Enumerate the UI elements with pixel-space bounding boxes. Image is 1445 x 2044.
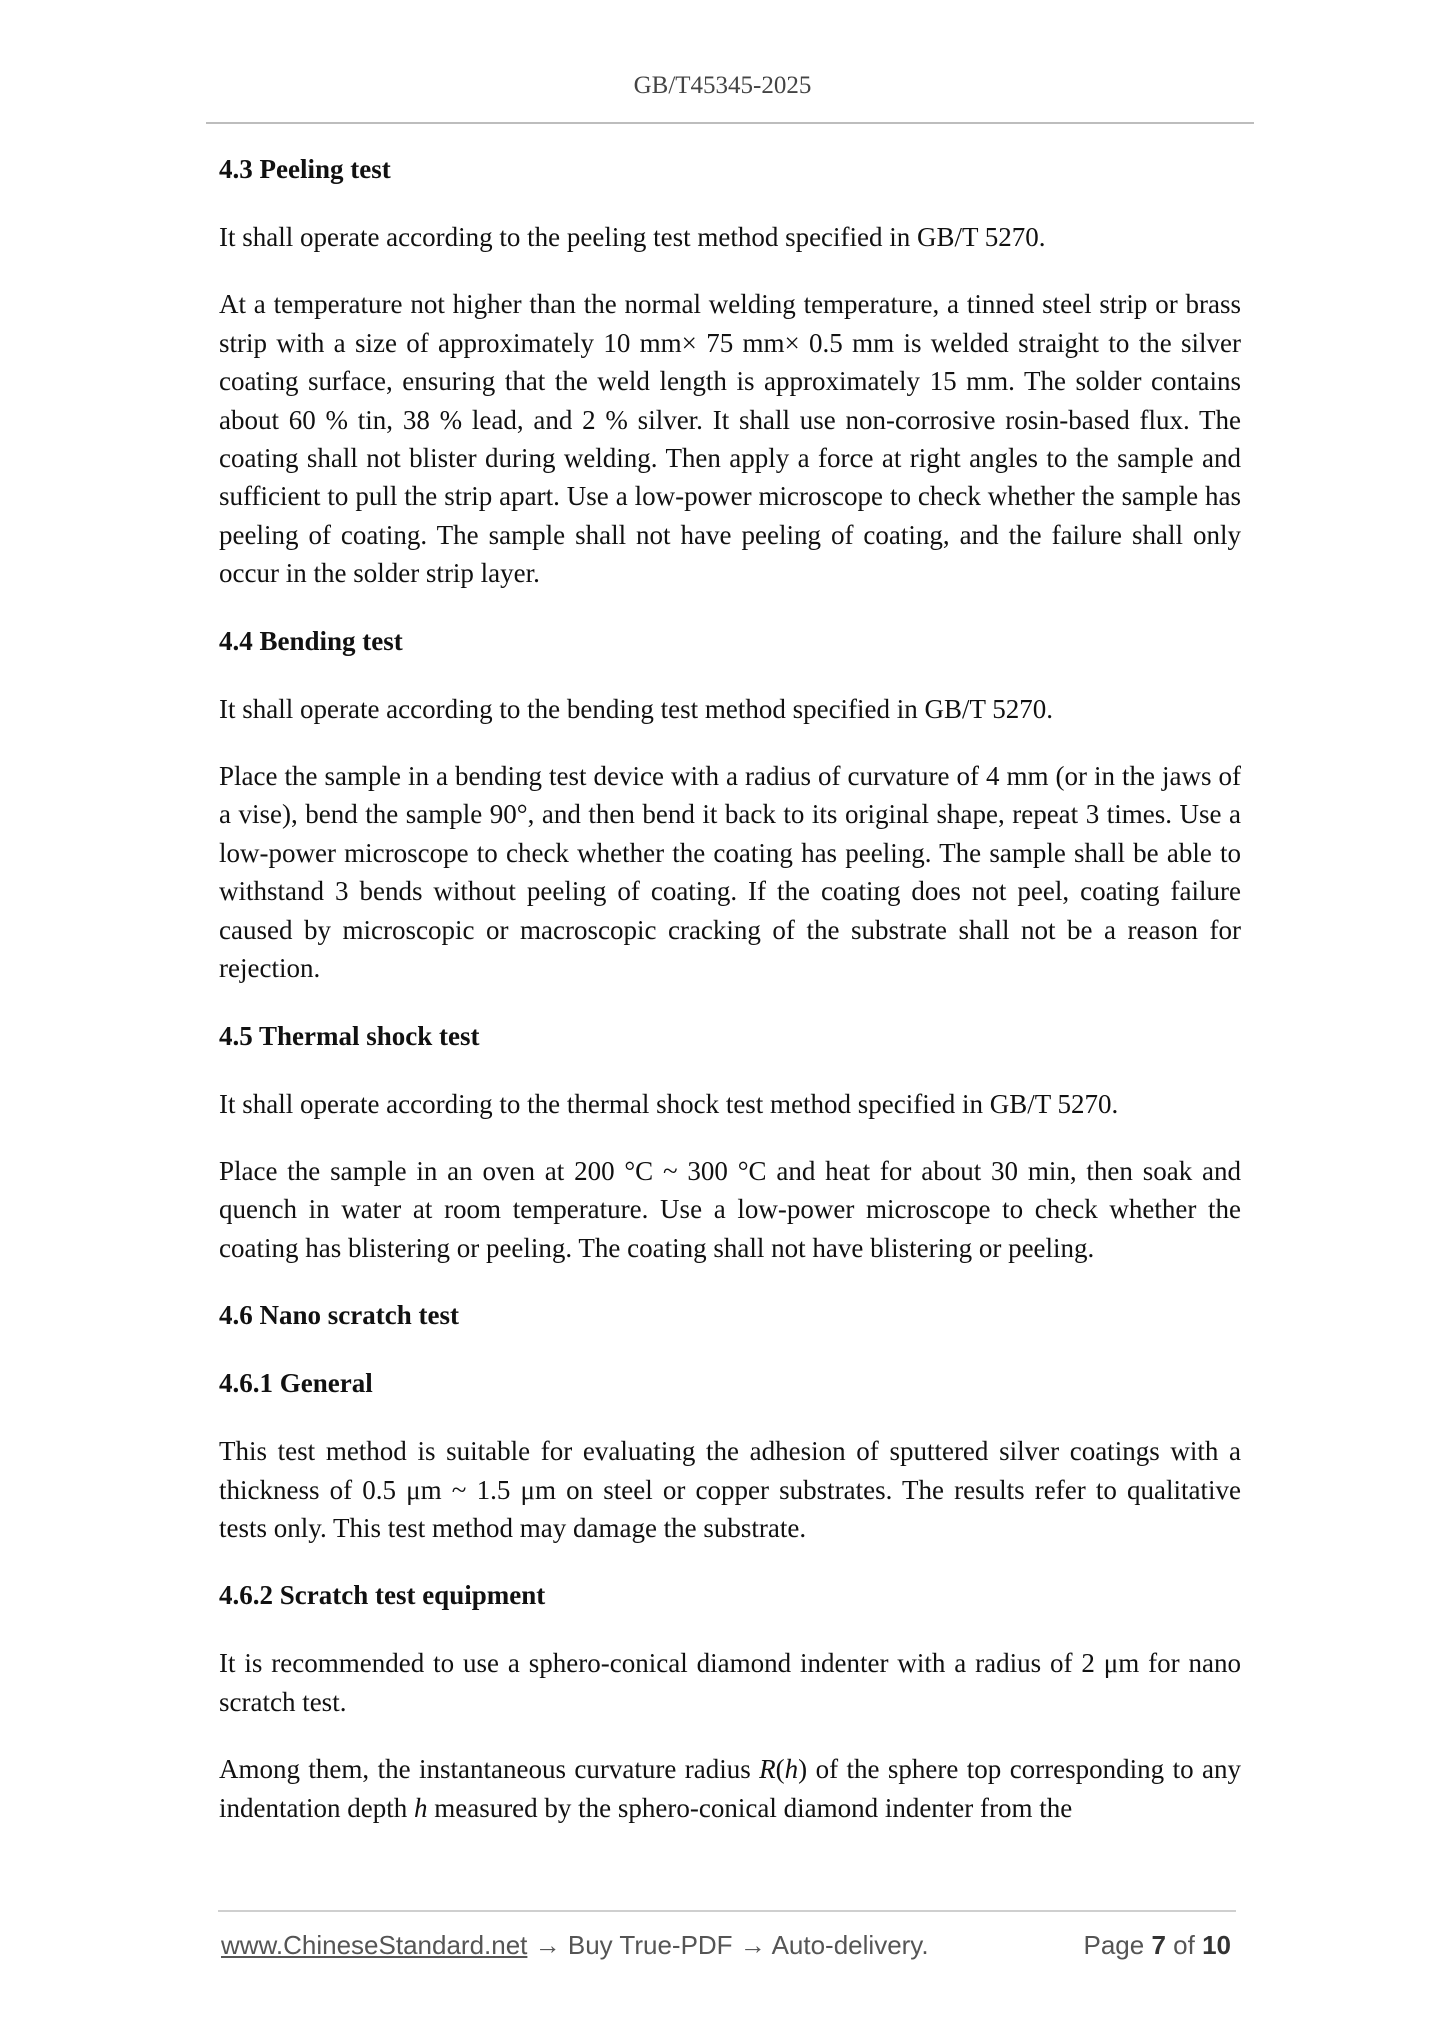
section-heading: 4.6.1 General	[219, 1368, 373, 1399]
footer-promo	[221, 1930, 929, 1961]
document-body	[219, 150, 1241, 1856]
text-run: Among them, the instantaneous curvature radius	[219, 1754, 760, 1785]
paragraph: Place the sample in a bending test device with a radius of curvature of 4 mm (or in the jaws of a vise), bend the sample 90°, and then bend it back to its original shape, repeat 3 times. Use a low-power microscope to check whether the coating has peeling. The sample shall be able to withstand 3 bends without peeling of coating. If the coating does not peel, coating failure caused by microscopic or macroscopic cracking of the substrate shall not be a reason for rejection.	[219, 761, 1241, 984]
paragraph: It is recommended to use a sphero-conical diamond indenter with a radius of 2 μm for nano scratch test.	[219, 1648, 1241, 1717]
variable-r: R	[759, 1754, 776, 1785]
section-4-6-1	[219, 1364, 1241, 1547]
text-run: measured by the sphero-conical diamond indenter from the	[427, 1792, 1073, 1823]
page-number	[1083, 1930, 1231, 1961]
paragraph: It shall operate according to the thermal shock test method specified in GB/T 5270.	[219, 1088, 1119, 1119]
paragraph: It shall operate according to the bending test method specified in GB/T 5270.	[219, 693, 1054, 724]
section-4-5	[219, 1017, 1241, 1268]
site-link[interactable]: www.ChineseStandard.net	[221, 1930, 528, 1960]
section-heading: 4.6 Nano scratch test	[219, 1300, 459, 1331]
document-code: GB/T45345-2025	[633, 72, 812, 99]
section-heading: 4.4 Bending test	[219, 625, 403, 656]
page-label: Page	[1083, 1930, 1145, 1960]
variable-h: h	[784, 1754, 799, 1785]
footer-tagline: → Buy True-PDF → Auto-delivery.	[527, 1930, 929, 1960]
section-heading: 4.5 Thermal shock test	[219, 1020, 480, 1051]
section-heading: 4.6.2 Scratch test equipment	[219, 1580, 546, 1611]
section-4-4	[219, 622, 1241, 988]
variable-h: h	[413, 1792, 428, 1823]
text-run: (	[775, 1754, 785, 1785]
paragraph: It shall operate according to the peeling test method specified in GB/T 5270.	[219, 222, 1046, 252]
section-4-3	[219, 150, 1241, 593]
section-heading: 4.3 Peeling test	[219, 154, 391, 184]
header-divider	[206, 122, 1254, 124]
section-4-6-2	[219, 1576, 1241, 1827]
text-run: ) of the sphere top corresponding to any indentation depth	[219, 1754, 1241, 1823]
footer-divider	[218, 1910, 1236, 1912]
page-total: 10	[1202, 1930, 1231, 1960]
page-of-label: of	[1173, 1930, 1195, 1960]
paragraph: Place the sample in an oven at 200 °C ~ 300 °C and heat for about 30 min, then soak and quench in water at room temperature. Use a low-power microscope to check whether the coating has blistering or peeling. The coating shall not have blistering or peeling.	[219, 1155, 1241, 1263]
section-4-6	[219, 1296, 1241, 1334]
page-header	[0, 72, 1445, 100]
page-current: 7	[1151, 1930, 1166, 1960]
curvature-paragraph	[219, 1750, 1241, 1827]
paragraph: This test method is suitable for evaluating the adhesion of sputtered silver coatings with a thickness of 0.5 μm ~ 1.5 μm on steel or copper substrates. The results refer to qualitative tests only. This test method may damage the substrate.	[219, 1436, 1241, 1543]
paragraph: At a temperature not higher than the normal welding temperature, a tinned steel strip or brass strip with a size of approximately 10 mm× 75 mm× 0.5 mm is welded straight to the silver coating surface, ensuring that the weld length is approximately 15 mm. The solder contains about 60 % tin, 38 % lead, and 2 % silver. It shall use non-corrosive rosin-based flux. The coating shall not blister during welding. Then apply a force at right angles to the sample and sufficient to pull the strip apart. Use a low-power microscope to check whether the sample has peeling of coating. The sample shall not have peeling of coating, and the failure shall only occur in the solder strip layer.	[219, 289, 1241, 589]
